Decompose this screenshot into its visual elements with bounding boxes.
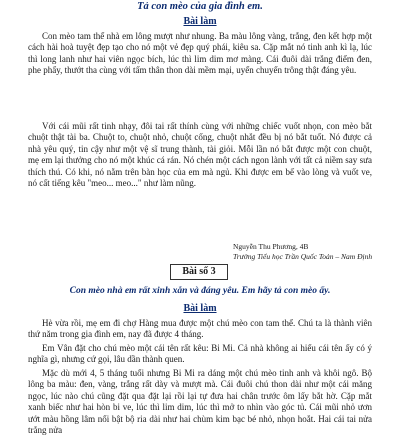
- essay1-title: Tả con mèo của gia đình em.: [137, 1, 263, 12]
- essay3-label: Bài số 3: [170, 264, 228, 280]
- essay3-paragraph-1: Hè vừa rồi, mẹ em đi chợ Hàng mua được một chú mèo con tam thể. Chú ta là thành viên thứ năm trong gia đình em, nay đã được 4 tháng.: [28, 318, 372, 340]
- author-name: Nguyễn Thu Phương, 4B: [233, 242, 309, 251]
- essay3-paragraph-3: Mặc dù mới 4, 5 tháng tuổi nhưng Bi Mi ra dáng một chú mèo tinh anh và khôi ngô. Bộ lông ba màu: đen, vàng, trắng rất dày và mượt mà. Cái đuôi chú thon dài như một cái măng ngọc, lúc nào chú cũng đặt qua đặt lại rồi lại tự đưa hai chân trước ôm lấy bắt hờ. Cặp mắt xanh biếc như hai hòn bi ve, lúc thì lim dim, lúc thì mở to nhìn vào góc tủ. Cái mũi nhỏ ươn ướt màu hồng lâm nổi bật bộ ria dài như hai chùm kim bạc bé nhỏ, nhọn hoắt. Hai cái tai nửa trắng nửa: [28, 368, 372, 436]
- essay1-paragraph-2: Với cái mũi rất tinh nhạy, đôi tai rất thính cùng với những chiếc vuốt nhọn, con mèo bắt chuột thật tài ba. Chuột to, chuột nhỏ, chuột cống, chuột nhắt đều bị nó bắt tuốt. Nó được cả nhà yêu quý, tin cậy như một vệ sĩ trung thành, tài giỏi. Mỗi lần nó bắt được một con chuột, mẹ em lại thưởng cho nó một khúc cá rán. Nó chén một cách ngon lành với tất cả niềm say sưa thích thú. Có khi, nó nằm trên bàn học của em mà ngủ. Khi được em bế vào lòng và vuốt ve, nó cất tiếng kêu "meo... meo..." như làm nũng.: [28, 121, 372, 189]
- author-school: Trường Tiểu học Trần Quốc Toản – Nam Định: [233, 251, 373, 261]
- essay1-heading: Bài làm: [183, 16, 217, 27]
- essay3-heading: Bài làm: [183, 303, 217, 314]
- essay1-paragraph-1: Con mèo tam thể nhà em lông mượt như nhung. Ba màu lông vàng, trắng, đen kết hợp một cách hài hoà tuyệt đẹp tạo cho nó một vẻ đẹp quý phái, kiêu sa. Cặp mắt nó tinh anh kì lạ, lúc thì long lanh như hai viên ngọc bích, lúc thì lim dim mơ màng. Cái đuôi dài trắng điểm đen, phe phẩy, thướt tha cùng với tấm thân thon dài mềm mại, uyển chuyển trông thật đáng yêu.: [28, 31, 372, 76]
- essay3-title: Con mèo nhà em rất xinh xắn và đáng yêu. Em hãy tả con mèo ấy.: [69, 286, 331, 296]
- essay3-paragraph-2: Em Vân đặt cho chú mèo một cái tên rất kêu: Bi Mi. Cả nhà không ai hiểu cái tên ấy có ý nghĩa gì, nhưng cứ gọi, lâu dần thành quen.: [28, 343, 372, 365]
- essay1-author: [233, 242, 372, 261]
